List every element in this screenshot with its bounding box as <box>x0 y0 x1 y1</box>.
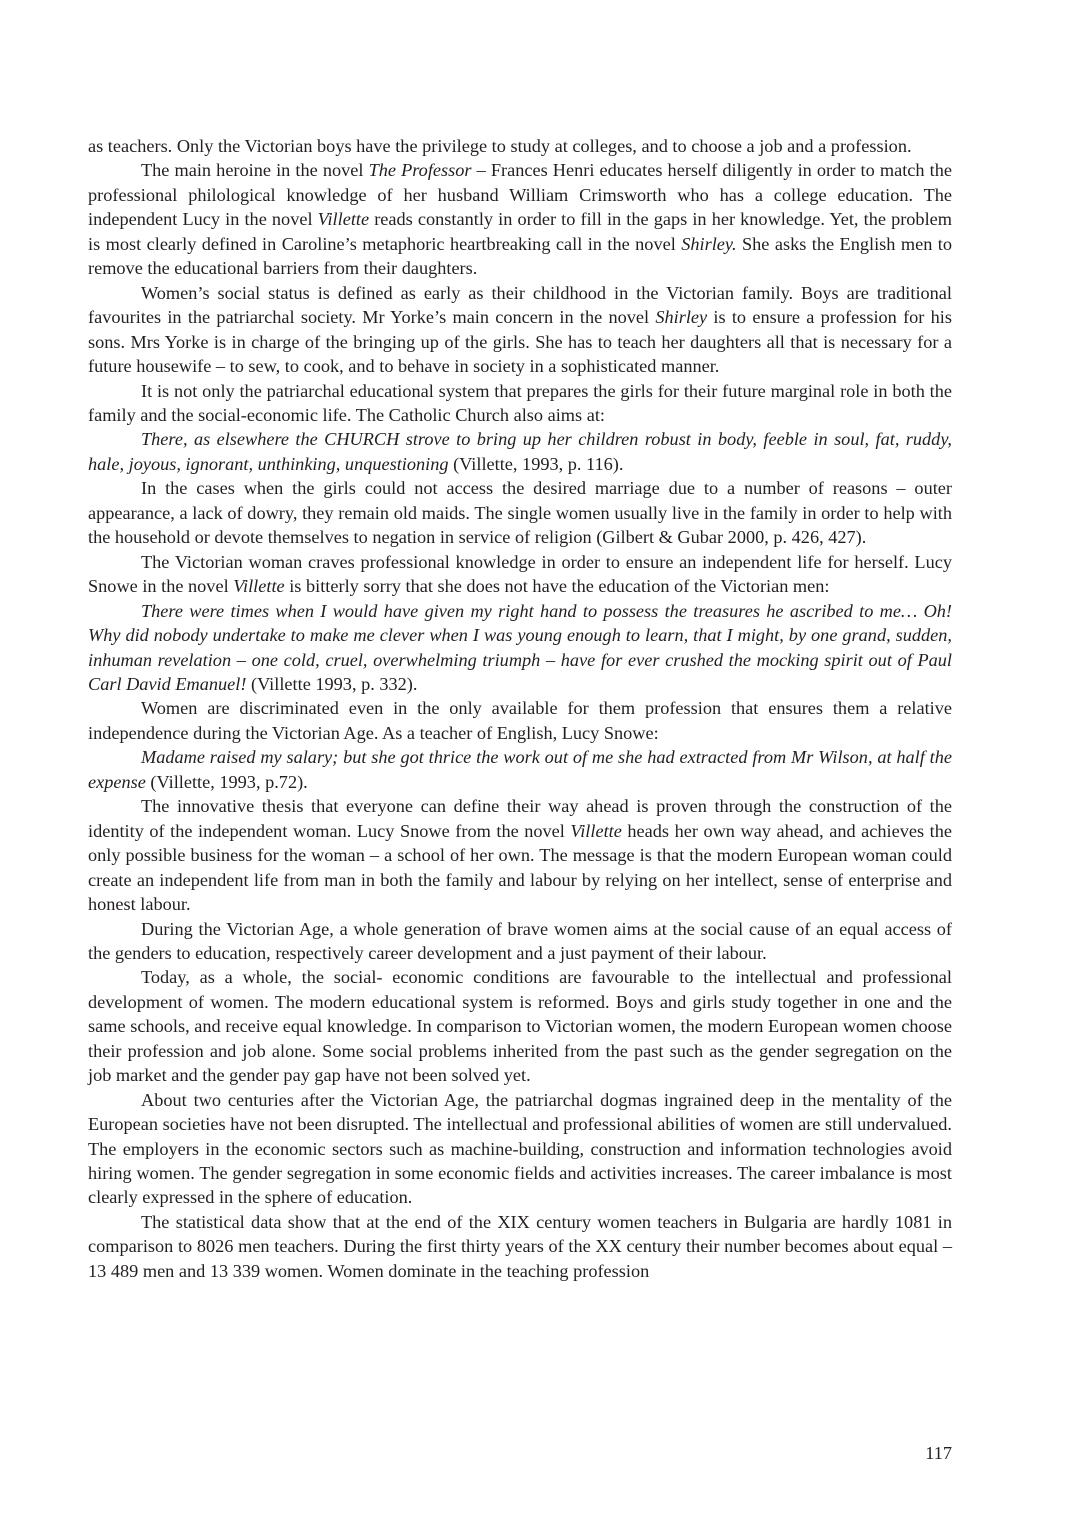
title-shirley: Shirley <box>655 307 708 328</box>
paragraph-4: It is not only the patriarchal educational system that prepares the girls for their future marginal role in both the family and the social-economic life. The Catholic Church also aims at: <box>88 380 952 425</box>
title-villette: Villette <box>570 820 622 841</box>
title-villette: Villette <box>317 209 370 230</box>
title-villette: Villette <box>233 576 285 597</box>
block-quote-1: There, as elsewhere the CHURCH strove to bring up her children robust in body, feeble in soul, fat, ruddy, hale, joyous, ignorant, unthinking, unquestioning (Villette, 1993, p. 116). <box>88 429 952 474</box>
text-column <box>88 134 952 1283</box>
paragraph-2: The main heroine in the novel The Professor – Frances Henri educates herself diligently in order to match the professional philological knowledge of her husband William Crimsworth who has a college education. The independent Lucy in the novel Villette reads constantly in order to fill in the gaps in her knowledge. Yet, the problem is most clearly defined in Caroline’s metaphoric heartbreaking call in the novel Shirley. She asks the English men to remove the educational barriers from their daughters. <box>88 160 952 279</box>
paragraph-11: About two centuries after the Victorian Age, the patriarchal dogmas ingrained deep in the mentality of the European societies have not been disrupted. The intellectual and professional abilities of women are still undervalued. The employers in the economic sectors such as machine-building, construction and information technologies avoid hiring women. The gender segregation in some economic fields and activities increases. The career imbalance is most clearly expressed in the sphere of education. <box>88 1089 952 1208</box>
paragraph-10: Today, as a whole, the social- economic conditions are favourable to the intellectual and professional development of women. The modern educational system is reformed. Boys and girls study together in one and the same schools, and receive equal knowledge. In comparison to Victorian women, the modern European women choose their profession and job alone. Some social problems inherited from the past such as the gender segregation on the job market and the gender pay gap have not been solved yet. <box>88 967 952 1086</box>
page-number: 117 <box>925 1443 952 1463</box>
citation: (Villette 1993, p. 332). <box>246 673 418 694</box>
paragraph-12: The statistical data show that at the end of the XIX century women teachers in Bulgaria are hardly 1081 in comparison to 8026 men teachers. During the first thirty years of the XX century their number becomes about equal – 13 489 men and 13 339 women. Women dominate in the teaching profession <box>88 1211 952 1281</box>
paragraph-8: The innovative thesis that everyone can define their way ahead is proven through the construction of the identity of the independent woman. Lucy Snowe from the novel Villette heads her own way ahead, and achieves the only possible business for the woman – a school of her own. The message is that the modern European woman could create an independent life from man in both the family and labour by relying on her intellect, sense of enterprise and honest labour. <box>88 796 952 915</box>
paragraph-7: Women are discriminated even in the only available for them profession that ensures them a relative independence during the Victorian Age. As a teacher of English, Lucy Snowe: <box>88 698 952 743</box>
paragraph-5: In the cases when the girls could not access the desired marriage due to a number of reasons – outer appearance, a lack of dowry, they remain old maids. The single women usually live in the family in order to help with the household or devote themselves to negation in service of religion (Gilbert & Gubar 2000, p. 426, 427). <box>88 478 952 548</box>
paragraph-9: During the Victorian Age, a whole generation of brave women aims at the social cause of an equal access of the genders to education, respectively career development and a just payment of their labour. <box>88 918 952 963</box>
citation: (Villette, 1993, p.72). <box>145 771 308 792</box>
paragraph-3: Women’s social status is defined as early as their childhood in the Victorian family. Boys are traditional favourites in the patriarchal society. Mr Yorke’s main concern in the novel Shirley is to ensure a profession for his sons. Mrs Yorke is in charge of the bringing up of the girls. She has to teach her daughters all that is necessary for a future housewife – to sew, to cook, and to behave in society in a sophisticated manner. <box>88 282 952 377</box>
block-quote-2: There were times when I would have given my right hand to possess the treasures he ascribed to me… Oh! Why did nobody undertake to make me clever when I was young enough to learn, that I might, by one grand, sudden, inhuman revelation – one cold, cruel, overwhelming triumph – have for ever crushed the mocking spirit out of Paul Carl David Emanuel! (Villette 1993, p. 332). <box>88 600 952 694</box>
paragraph-1: as teachers. Only the Victorian boys have the privilege to study at colleges, and to choose a job and a profession. <box>88 136 912 156</box>
citation: (Villette, 1993, p. 116). <box>448 453 624 474</box>
title-shirley: Shirley. <box>681 233 737 254</box>
paragraph-6: The Victorian woman craves professional knowledge in order to ensure an independent life for herself. Lucy Snowe in the novel Villette is bitterly sorry that she does not have the education of the Victorian men: <box>88 551 952 597</box>
title-the-professor: The Professor <box>368 160 472 181</box>
block-quote-3: Madame raised my salary; but she got thrice the work out of me she had extracted from Mr Wilson, at half the expense (Villette, 1993, p.72). <box>88 747 952 792</box>
